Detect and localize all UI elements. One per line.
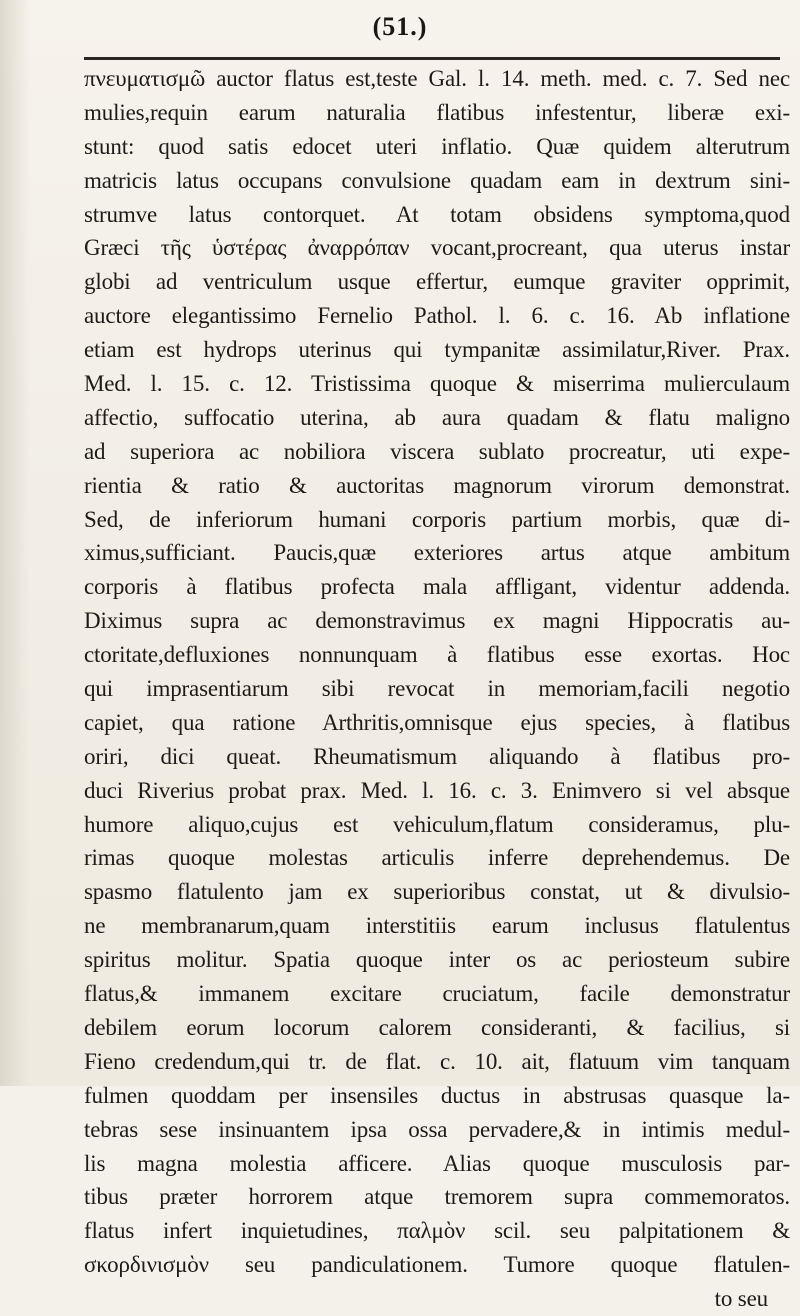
text-line: globi ad ventriculum usque effertur, eumque graviter opprimit, [84,269,790,295]
text-line: ne membranarum,quam interstitiis earum inclusus flatulentus [84,913,790,939]
text-line: stunt: quod satis edocet uteri inflatio. Quæ quidem alterutrum [84,133,790,159]
text-line: tebras sese insinuantem ipsa ossa pervadere,& in intimis medul- [84,1116,790,1142]
text-line: tibus præter horrorem atque tremorem supra commemoratos. [84,1184,790,1210]
text-line: Diximus supra ac demonstravimus ex magni Hippocratis au- [84,608,790,634]
text-line: affectio, suffocatio uterina, ab aura quadam & flatu maligno [84,404,790,430]
text-line: corporis à flatibus profecta mala affligant, videntur addenda. [84,574,790,600]
text-line: flatus,& immanem excitare cruciatum, facile demonstratur [84,981,790,1007]
text-line: rimas quoque molestas articulis inferre deprehendemus. De [84,845,790,871]
text-line: lis magna molestia afficere. Alias quoque musculosis par- [84,1150,790,1176]
text-line: duci Riverius probat prax. Med. l. 16. c. 3. Enimvero si vel absque [84,777,790,803]
text-line: strumve latus contorquet. At totam obsidens symptoma,quod [84,201,790,227]
text-line: oriri, dici queat. Rheumatismum aliquando à flatibus pro- [84,743,790,769]
text-line: Fieno credendum,qui tr. de flat. c. 10. ait, flatuum vim tanquam [84,1048,790,1074]
page-header [0,6,800,60]
text-line: auctore elegantissimo Fernelio Pathol. l. 6. c. 16. Ab inflatione [84,303,790,329]
text-line: ximus,sufficiant. Paucis,quæ exteriores artus atque ambitum [84,540,790,566]
text-line: spiritus molitur. Spatia quoque inter os ac periosteum subire [84,947,790,973]
text-line: debilem eorum locorum calorem consideranti, & facilius, si [84,1014,790,1040]
text-line: qui imprasentiarum sibi revocat in memoriam,facili negotio [84,676,790,702]
header-rule [84,57,780,60]
text-line: rientia & ratio & auctoritas magnorum virorum demonstrat. [84,472,790,498]
text-line: flatus infert inquietudines, παλμὸν scil. seu palpitationem & [84,1218,790,1244]
catchword: to seu [714,1286,768,1312]
text-line: matricis latus occupans convulsione quadam eam in dextrum sini- [84,167,790,193]
page-edge-shadow [0,0,30,1086]
text-line: Sed, de inferiorum humani corporis partium morbis, quæ di- [84,506,790,532]
body-text [84,62,790,1316]
text-line: capiet, qua ratione Arthritis,omnisque ejus species, à flatibus [84,709,790,735]
text-line: humore aliquo,cujus est vehiculum,flatum consideramus, plu- [84,811,790,837]
text-line: Med. l. 15. c. 12. Tristissima quoque & miserrima mulierculaum [84,371,790,397]
page-number: (51.) [372,12,428,41]
text-line: ctoritate,defluxiones nonnunquam à flatibus esse exortas. Hoc [84,642,790,668]
text-line: ad superiora ac nobiliora viscera sublato procreatur, uti expe- [84,438,790,464]
text-line: πνευματισμῶ auctor flatus est,teste Gal. l. 14. meth. med. c. 7. Sed nec [84,66,790,91]
text-line: etiam est hydrops uterinus qui tympanitæ assimilatur,River. Prax. [84,337,790,363]
text-line: σκορδινισμὸν seu pandiculationem. Tumore quoque flatulen- [84,1252,790,1278]
text-line: Græci τῆς ὑστέρας ἀναρρόπαν vocant,procreant, qua uterus instar [84,235,790,261]
text-line: fulmen quoddam per insensiles ductus in abstrusas quasque la- [84,1082,790,1108]
text-line: spasmo flatulento jam ex superioribus constat, ut & divulsio- [84,879,790,905]
text-line: mulies,requin earum naturalia flatibus infestentur, liberæ exi- [84,99,790,125]
